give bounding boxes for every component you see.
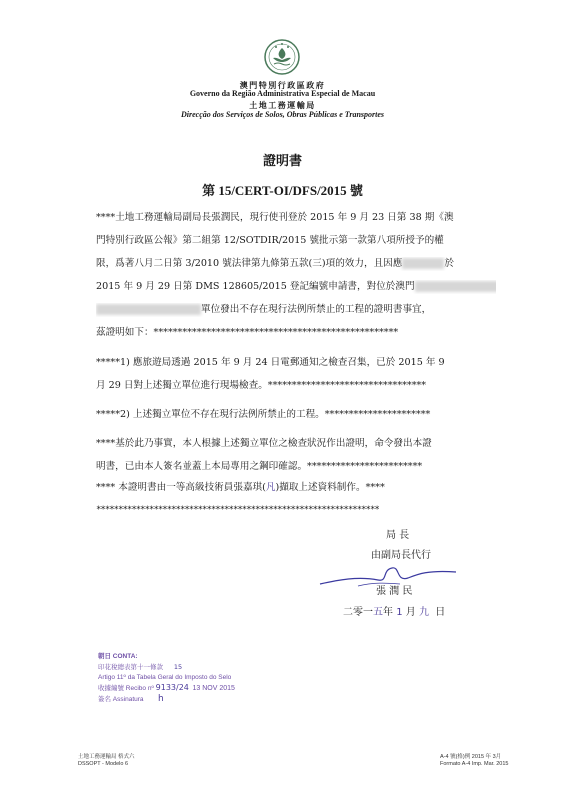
stamp-title: 朝日 CONTA: <box>98 653 138 660</box>
date-year-label: 年 <box>383 607 393 618</box>
body-text: )擷取上述資料制作。**** <box>275 482 385 493</box>
stamp-duty-stamp <box>98 652 298 712</box>
signatory-name: 張 潤 民 <box>376 586 413 597</box>
stamp-text: 簽名 Assinatura <box>98 696 144 703</box>
body-line: 茲證明如下：*************************************************** <box>96 327 399 338</box>
redacted-area <box>96 304 201 315</box>
footer-format-pt: Formato A-4 Imp. Mar. 2015 <box>440 761 509 767</box>
dept-name-pt: Direcção dos Serviços de Solos, Obras Públicas e Transportes <box>180 110 385 119</box>
body-line <box>96 481 496 495</box>
stamp-text: 收據編號 Recibo nº <box>98 685 154 692</box>
date-month-handwritten: 1 <box>396 607 403 618</box>
gov-name-zh: 澳門特別行政區政府 <box>239 80 326 90</box>
date-prefix: 二零一 <box>343 607 373 618</box>
gov-name-pt: Governo da Região Administrativa Especial de Macau <box>189 89 376 98</box>
body-line: *****1) 應旅遊局透過 2015 年 9 月 24 日電郵通知之檢查召集，已於 2015 年 9 <box>96 357 445 368</box>
date-month-label: 月 <box>405 607 416 618</box>
certificate-number: 第 15/CERT-OI/DFS/2015 號 <box>202 183 363 198</box>
body-line <box>96 303 496 317</box>
stamp-date: 13 NOV 2015 <box>192 685 235 692</box>
document-title: 證明書 <box>262 154 302 169</box>
stamp-handwritten: 9133/24 <box>155 683 189 692</box>
stamp-handwritten: 15 <box>173 663 183 671</box>
stamp-line <box>98 694 298 705</box>
redacted-area <box>402 258 444 269</box>
body-line: ****土地工務運輸局副局長張潤民，現行使刊登於 2015 年 9 月 23 日第 38 期《澳 <box>96 212 454 223</box>
body-line: *****2) 上述獨立單位不存在現行法例所禁止的工程。********************** <box>96 409 431 420</box>
footer-form-pt: DSSOPT - Modelo 6 <box>78 761 129 767</box>
body-text: **** 本證明書由一等高級技術員張嘉琪( <box>96 482 266 493</box>
signature-date <box>343 603 445 618</box>
date-year-handwritten: 五 <box>373 607 383 618</box>
signature-role: 局 長 <box>386 530 410 541</box>
stamp-handwritten: h <box>157 694 164 704</box>
body-line: 月 29 日對上述獨立單位進行現場檢查。********************************* <box>96 380 427 391</box>
handwritten-initial: 凡 <box>265 482 276 493</box>
signature-proxy: 由副局長代行 <box>371 550 431 561</box>
redacted-area <box>415 281 496 292</box>
body-line <box>96 257 496 271</box>
stamp-text: Artigo 11º da Tabela Geral do Imposto do Selo <box>98 674 232 681</box>
date-day-handwritten: 九 <box>418 607 429 618</box>
dept-name-zh: 土地工務運輸局 <box>249 100 316 110</box>
body-text: 限，爲著八月二日第 3/2010 號法律第九條第五款(三)項的效力，且因應 <box>96 258 403 269</box>
body-line: 門特別行政區公報》第二組第 12/SOTDIR/2015 號批示第一款第八項所授予的權 <box>96 235 444 246</box>
asterisk-line: **************************************************************** <box>96 505 379 515</box>
body-text: 2015 年 9 月 29 日第 DMS 128605/2015 登記編號申請書，對位於澳門 <box>96 281 415 292</box>
body-line <box>96 280 496 294</box>
body-text: 於 <box>444 258 454 269</box>
body-line: 明書，已由本人簽名並蓋上本局專用之鋼印確認。************************ <box>96 461 423 472</box>
stamp-line <box>98 683 298 694</box>
body-line: ****基於此乃事實，本人根據上述獨立單位之檢查狀況作出證明，命令發出本證 <box>96 438 432 449</box>
footer-format-zh: A-4 號(格)例 2015 年 3月 <box>440 754 502 760</box>
body-text: 單位發出不存在現行法例所禁止的工程的證明書事宜， <box>201 304 432 315</box>
stamp-line <box>98 662 298 673</box>
date-day-label: 日 <box>435 607 446 618</box>
footer-form-zh: 土地工務運輸局 格式六 <box>78 754 135 760</box>
macau-emblem-icon <box>262 38 302 76</box>
stamp-text: 印花稅總表第十一條款 <box>98 664 163 671</box>
